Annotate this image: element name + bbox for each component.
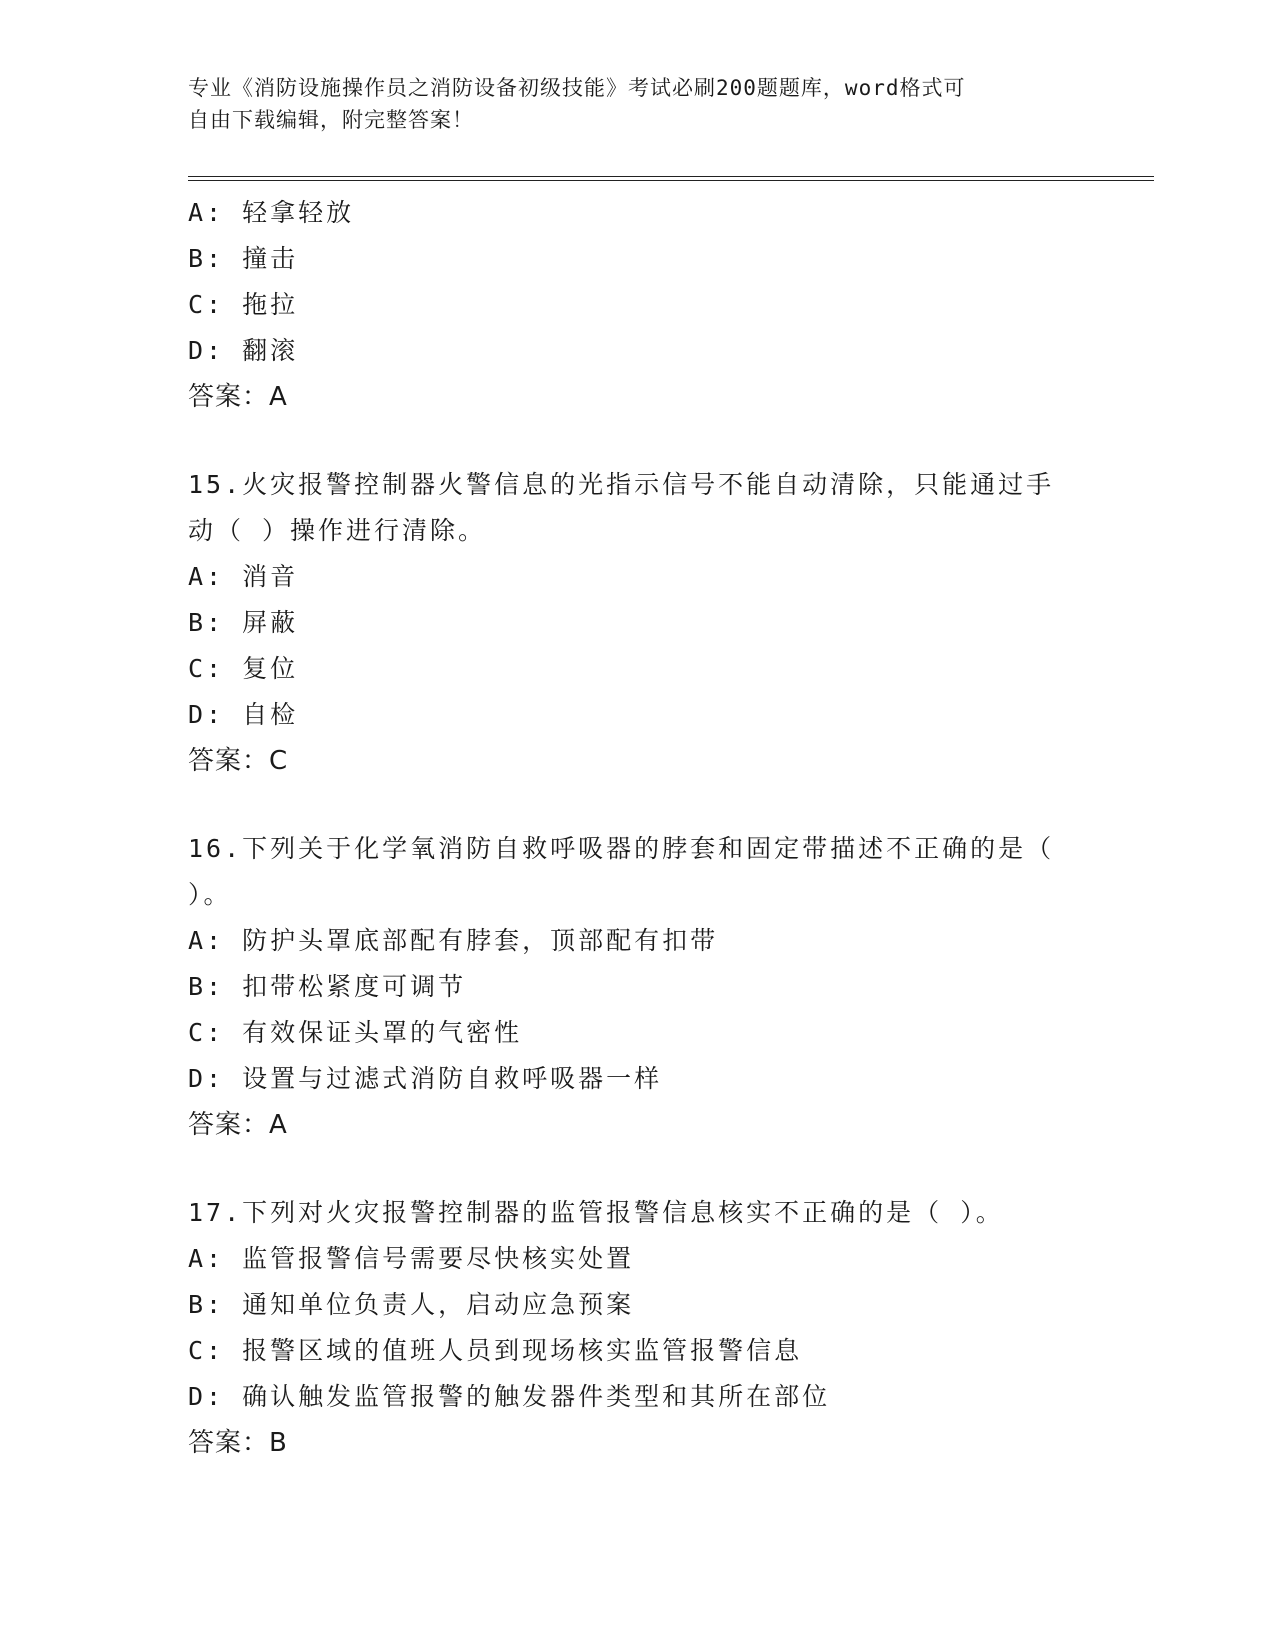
option-d: D: 翻滚: [188, 336, 299, 365]
answer-line: 答案：A: [188, 1110, 288, 1140]
option-d: D: 确认触发监管报警的触发器件类型和其所在部位: [188, 1382, 831, 1411]
header-divider: [188, 176, 1154, 181]
option-a: A: 轻拿轻放: [188, 198, 355, 227]
page-header: [188, 72, 1088, 136]
option-c: C: 有效保证头罩的气密性: [188, 1018, 523, 1047]
question-17: [188, 1190, 1088, 1466]
option-a: A: 防护头罩底部配有脖套，顶部配有扣带: [188, 926, 719, 955]
option-d: D: 自检: [188, 700, 299, 729]
option-b: B: 扣带松紧度可调节: [188, 972, 467, 1001]
question-14-continued: [188, 190, 1088, 420]
option-a: A: 消音: [188, 562, 299, 591]
answer-line: 答案：C: [188, 746, 289, 776]
header-line-2: 自由下载编辑，附完整答案！: [188, 108, 474, 132]
question-stem: 15.火灾报警控制器火警信息的光指示信号不能自动清除，只能通过手: [188, 470, 1055, 499]
option-c: C: 拖拉: [188, 290, 299, 319]
option-c: C: 报警区域的值班人员到现场核实监管报警信息: [188, 1336, 803, 1365]
answer-line: 答案：A: [188, 382, 288, 412]
question-15: [188, 462, 1088, 784]
answer-line: 答案：B: [188, 1428, 288, 1458]
option-c: C: 复位: [188, 654, 299, 683]
question-stem: ）。: [188, 880, 232, 909]
question-stem: 动（ ）操作进行清除。: [188, 516, 487, 545]
header-line-1: 专业《消防设施操作员之消防设备初级技能》考试必刷200题题库，word格式可: [188, 76, 966, 100]
option-b: B: 通知单位负责人，启动应急预案: [188, 1290, 635, 1319]
question-stem: 17.下列对火灾报警控制器的监管报警信息核实不正确的是（ ）。: [188, 1198, 1004, 1227]
option-b: B: 撞击: [188, 244, 299, 273]
question-16: [188, 826, 1088, 1148]
option-b: B: 屏蔽: [188, 608, 299, 637]
document-body: [188, 190, 1088, 1466]
option-a: A: 监管报警信号需要尽快核实处置: [188, 1244, 635, 1273]
question-stem: 16.下列关于化学氧消防自救呼吸器的脖套和固定带描述不正确的是（: [188, 834, 1055, 863]
option-d: D: 设置与过滤式消防自救呼吸器一样: [188, 1064, 663, 1093]
